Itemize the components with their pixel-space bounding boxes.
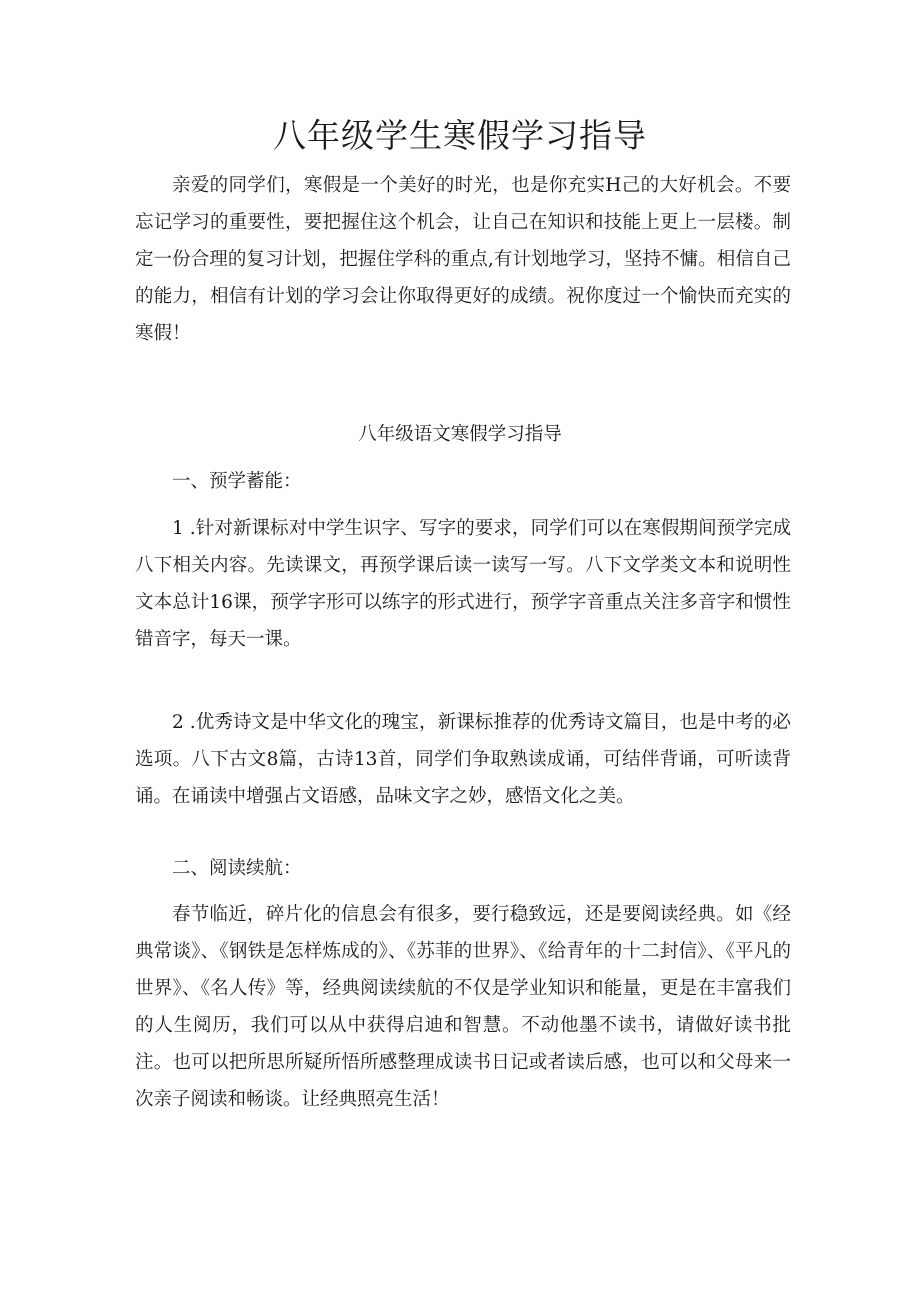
section-subtitle: 八年级语文寒假学习指导 bbox=[358, 424, 562, 445]
list-item-literacy: 1 .针对新课标对中学生识字、写字的要求，同学们可以在寒假期间预学完成八下相关内容。先读课文，再预学课后读一读写一写。八下文学类文本和说明性文本总计16课，预学字形可以练字的形式进行，预学字音重点关注多音字和惯性错音字，每天一课。 bbox=[135, 518, 791, 650]
intro-paragraph: 亲爱的同学们，寒假是一个美好的时光，也是你充实H己的大好机会。不要忘记学习的重要性，要把握住这个机会，让自己在知识和技能上更上一层楼。制定一份合理的复习计划，把握住学科的重点,有计划地学习，坚持不慵。相信自己的能力，相信有计划的学习会让你取得更好的成绩。祝你度过一个愉快而充实的寒假！ bbox=[135, 175, 791, 344]
section-heading-preview: 一、预学蓄能： bbox=[172, 471, 302, 492]
list-item-poetry: 2 .优秀诗文是中华文化的瑰宝，新课标推荐的优秀诗文篇目，也是中考的必选项。八下古文8篇，古诗13首，同学们争取熟读成诵，可结伴背诵，可听读背诵。在诵读中增强占文语感，品味文字之妙，感悟文化之美。 bbox=[135, 712, 791, 807]
reading-paragraph: 春节临近，碎片化的信息会有很多，要行稳致远，还是要阅读经典。如《经典常谈》、《钢铁是怎样炼成的》、《苏菲的世界》、《给青年的十二封信》、《平凡的世界》、《名人传》等，经典阅读续航的不仅是学业知识和能量，更是在丰富我们的人生阅历，我们可以从中获得启迪和智慧。不动他墨不读书，请做好读书批注。也可以把所思所疑所悟所感整理成读书日记或者读后感，也可以和父母来一次亲子阅读和畅谈。让经典照亮生活！ bbox=[135, 904, 791, 1110]
page-title: 八年级学生寒假学习指导 bbox=[273, 116, 647, 155]
section-heading-reading: 二、阅读续航： bbox=[172, 858, 302, 879]
